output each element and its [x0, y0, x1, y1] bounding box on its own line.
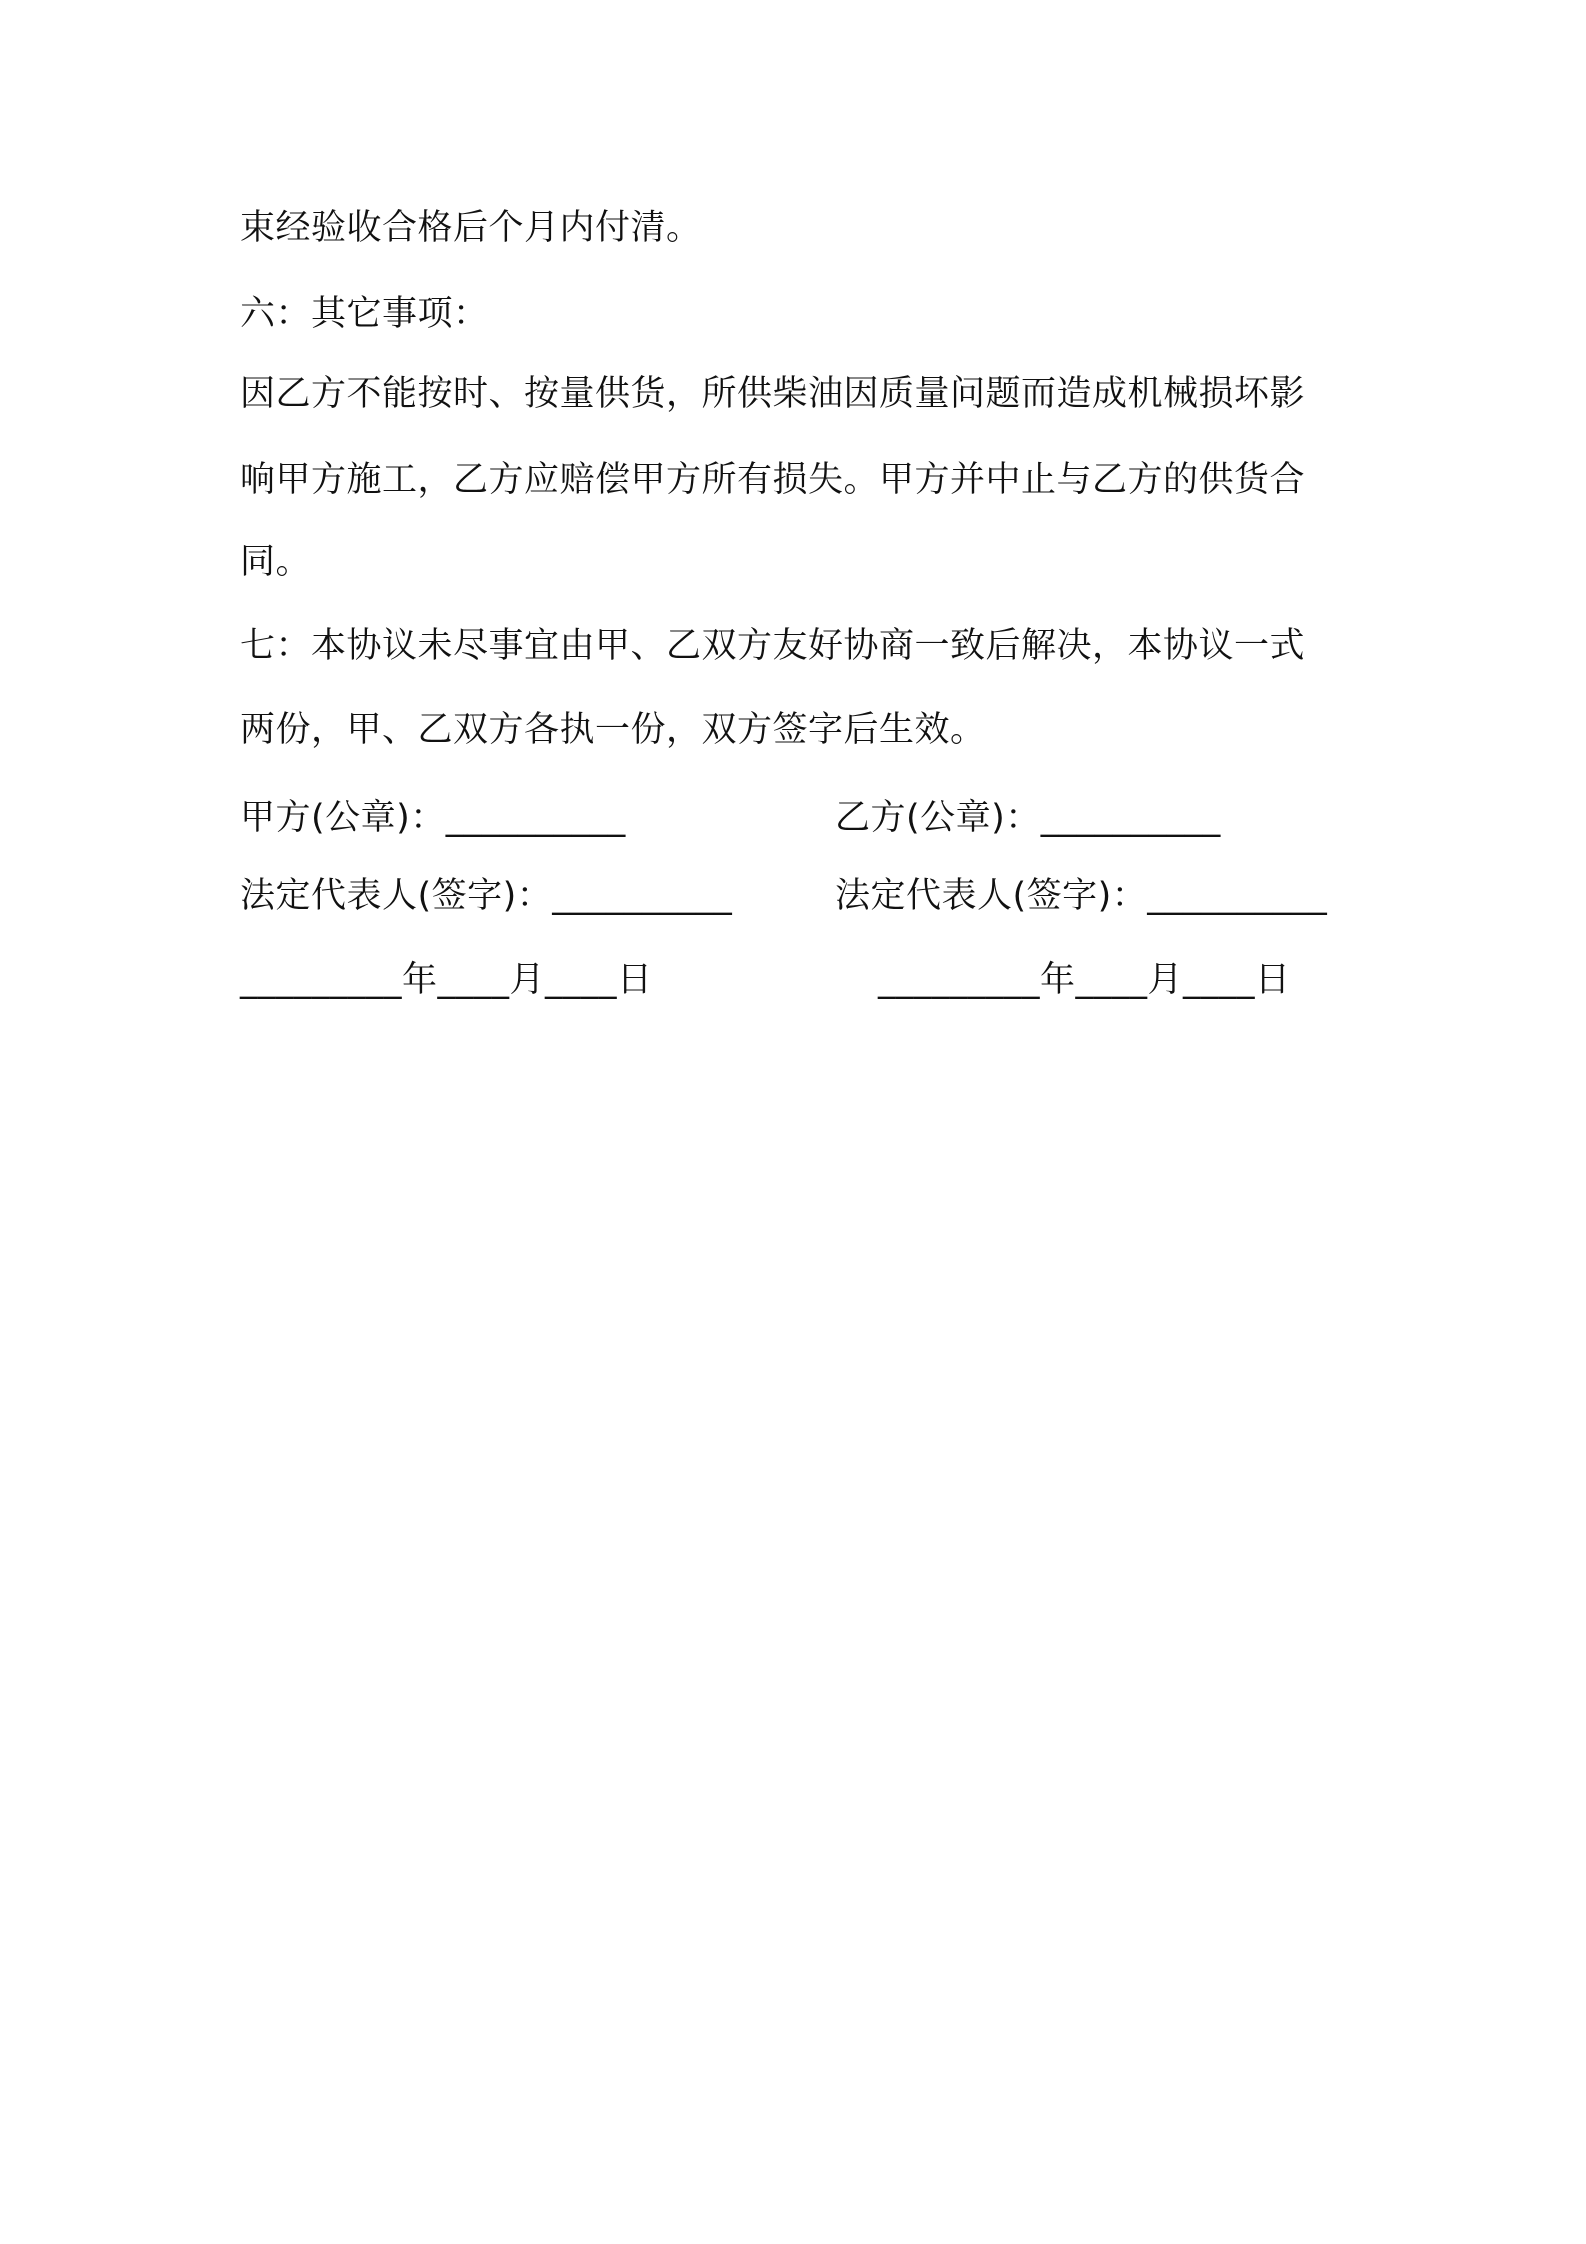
- party-a-representative-field: 法定代表人(签字)：__________: [240, 876, 733, 916]
- party-a-date-field: _________年____月____日: [240, 960, 653, 1000]
- paragraph-line-1: 束经验收合格后个月内付清。: [240, 208, 702, 248]
- party-b-representative-field: 法定代表人(签字)：__________: [835, 876, 1328, 916]
- section-heading-six: 六：其它事项：: [240, 294, 489, 334]
- party-b-seal-field: 乙方(公章)：__________: [835, 798, 1221, 838]
- paragraph-line-7: 两份，甲、乙双方各执一份，双方签字后生效。: [240, 710, 986, 750]
- section-heading-seven: 七：本协议未尽事宜由甲、乙双方友好协商一致后解决，本协议一式: [240, 626, 1306, 666]
- party-a-seal-field: 甲方(公章)：__________: [240, 798, 626, 838]
- party-b-date-field: _________年____月____日: [878, 960, 1291, 1000]
- paragraph-line-5: 同。: [240, 542, 312, 582]
- paragraph-line-4: 响甲方施工，乙方应赔偿甲方所有损失。甲方并中止与乙方的供货合: [240, 460, 1306, 500]
- paragraph-line-3: 因乙方不能按时、按量供货，所供柴油因质量问题而造成机械损坏影: [240, 374, 1306, 414]
